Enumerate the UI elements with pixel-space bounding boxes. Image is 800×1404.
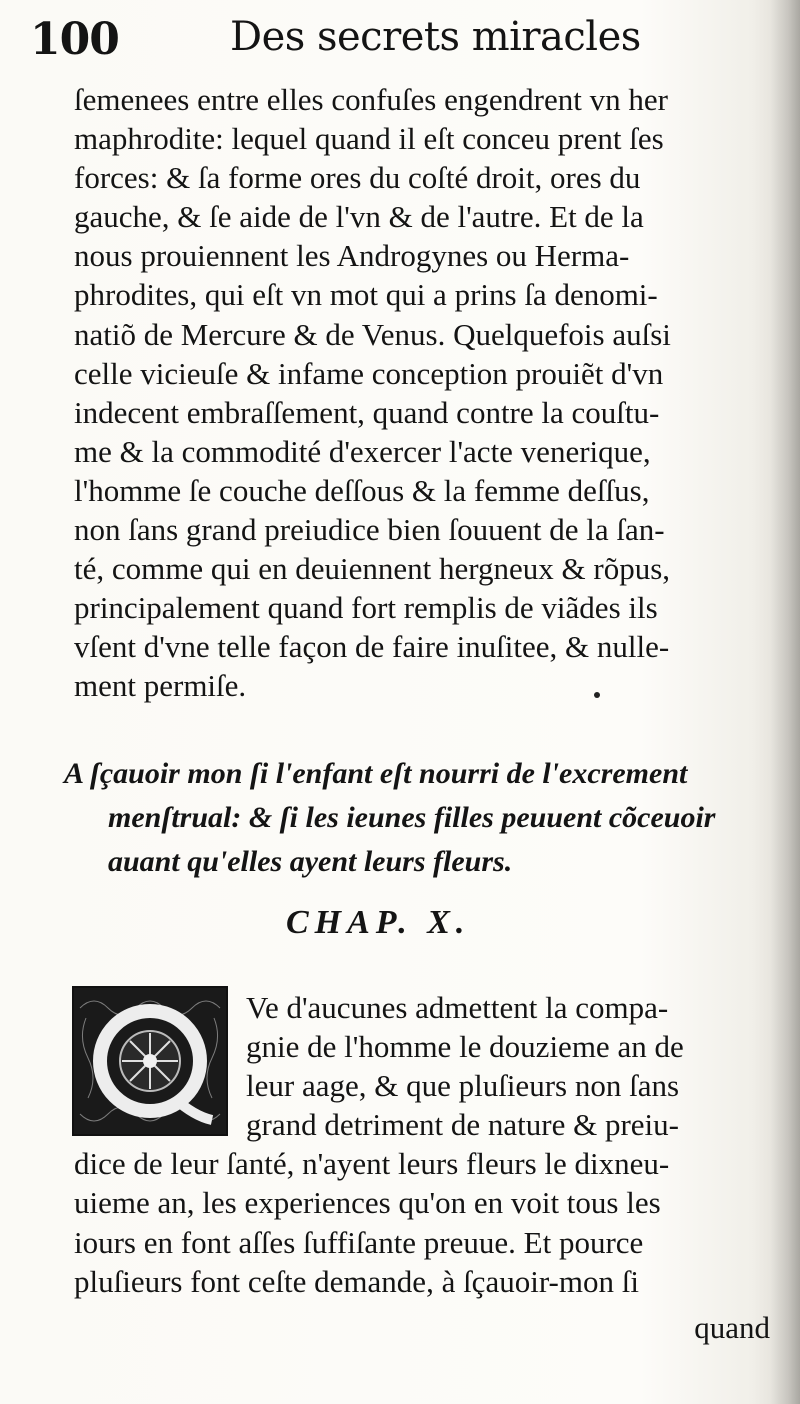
chapter-number: CHAP. X.: [286, 904, 471, 941]
text-line: dice de leur ſanté, n'ayent leurs fleurs le dixneu-: [74, 1146, 670, 1182]
text-line: vſent d'vne telle façon de faire inuſitee, & nulle-: [74, 629, 670, 665]
text-line: non ſans grand preiudice bien ſouuent de la ſan-: [74, 512, 665, 548]
text-line: celle vicieuſe & infame conception prouiẽt d'vn: [74, 355, 664, 391]
text-line: gnie de l'homme le douzieme an de: [246, 1029, 684, 1065]
text-line: indecent embraſſement, quand contre la couſtu-: [74, 394, 660, 430]
text-line: maphrodite: lequel quand il eſt conceu prent ſes: [74, 121, 664, 157]
chapter-title-line: auant qu'elles ayent leurs fleurs.: [108, 845, 513, 878]
chapter-title-line: menſtrual: & ſi les ieunes filles peuuent cõceuoir: [108, 801, 716, 834]
page-number: 100: [30, 14, 119, 65]
text-line: grand detriment de nature & preiu-: [246, 1107, 679, 1143]
paragraph-2: [74, 988, 770, 1301]
text-line: principalement quand fort remplis de viãdes ils: [74, 590, 658, 626]
ink-speck: [594, 692, 600, 698]
text-line: uieme an, les experiences qu'on en voit tous les: [74, 1185, 661, 1221]
chapter-title: [64, 752, 774, 884]
text-line: ment permiſe.: [74, 668, 247, 704]
text-line: ſemenees entre elles confuſes engendrent vn her: [74, 82, 668, 117]
text-line: nous prouiennent les Androgynes ou Herma-: [74, 238, 630, 274]
text-line: l'homme ſe couche deſſous & la femme deſſus,: [74, 472, 650, 508]
paragraph-1: [74, 80, 770, 706]
text-line: Ve d'aucunes admettent la compa-: [246, 990, 669, 1025]
chapter-title-line: A ſçauoir mon ſi l'enfant eſt nourri de l'excrement: [64, 757, 688, 790]
page-gutter-shadow: [770, 0, 800, 1404]
text-line: me & la commodité d'exercer l'acte venerique,: [74, 433, 651, 469]
catchword: quand: [694, 1310, 770, 1345]
text-line: iours en font aſſes ſuffiſante preuue. Et pource: [74, 1224, 644, 1260]
text-line: té, comme qui en deuiennent hergneux & rõpus,: [74, 551, 671, 587]
text-line: phrodites, qui eſt vn mot qui a prins ſa denomi-: [74, 277, 658, 313]
text-line: pluſieurs font ceſte demande, à ſçauoir-mon ſi: [74, 1263, 639, 1299]
text-line: gauche, & ſe aide de l'vn & de l'autre. Et de la: [74, 199, 644, 235]
text-line: natiõ de Mercure & de Venus. Quelquefois auſsi: [74, 316, 671, 352]
text-line: leur aage, & que pluſieurs non ſans: [246, 1068, 680, 1104]
running-title: Des secrets miracles: [230, 14, 641, 60]
page-header: [0, 8, 800, 78]
text-line: forces: & ſa forme ores du coſté droit, ores du: [74, 160, 641, 196]
